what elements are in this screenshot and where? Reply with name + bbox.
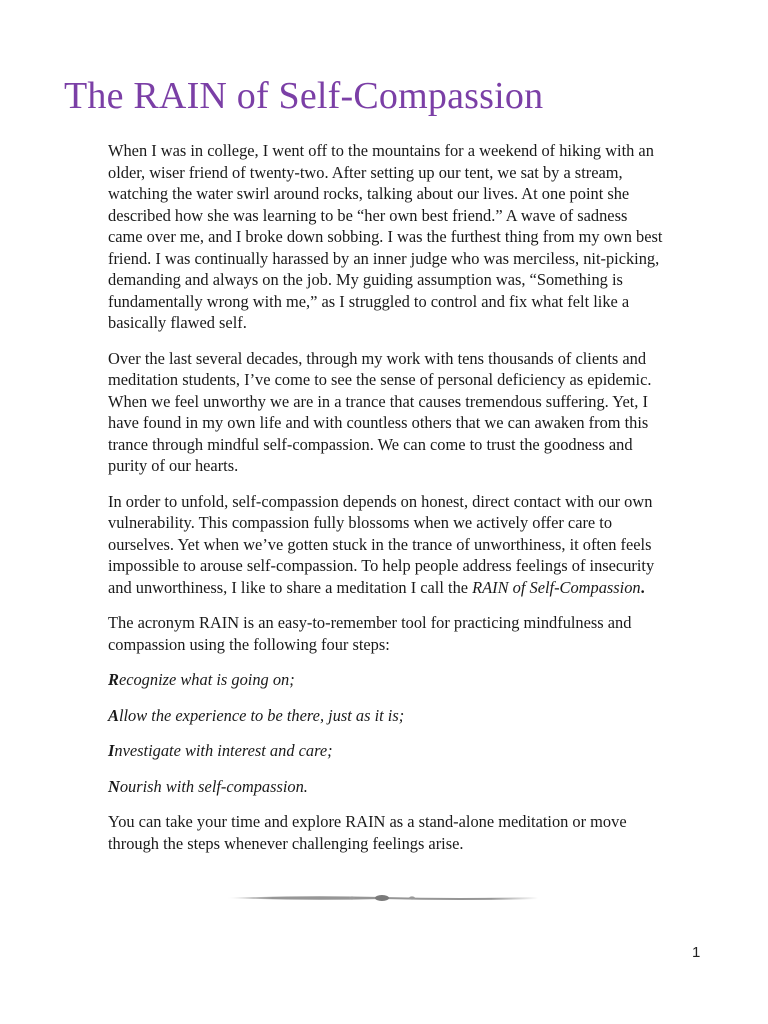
- paragraph-3-text: In order to unfold, self-compassion depends on honest, direct contact with our own vulnerability. This compassion fully blossoms when we actively offer care to ourselves. Yet when we’ve gotten stuck in the trance of unworthiness, it often feels impossible to arouse self-compassion. To help people address feelings of insecurity and unworthiness, I like to share a meditation I call the: [108, 491, 655, 597]
- step-text: ourish with self-compassion.: [119, 776, 308, 796]
- decorative-divider: [224, 888, 540, 908]
- step-text: llow the experience to be there, just as it is;: [118, 705, 405, 725]
- step-nourish: [108, 776, 664, 798]
- step-recognize: [108, 669, 664, 691]
- step-text: nvestigate with interest and care;: [114, 741, 333, 760]
- rain-title-emphasis: RAIN of Self-Compassion: [472, 577, 641, 597]
- step-text: ecognize what is going on;: [118, 670, 295, 689]
- paragraph-3: [108, 491, 664, 599]
- paragraph-1: When I was in college, I went off to the mountains for a weekend of hiking with an older, wiser friend of twenty-two. After setting up our tent, we sat by a stream, watching the water swirl around rocks, talking about our lives. At one point she described how she was learning to be “her own best friend.” A wave of sadness came over me, and I broke down sobbing. I was the furthest thing from my own best friend. I was continually harassed by an inner judge who was merciless, nit-picking, demanding and always on the job. My guiding assumption was, “Something is fundamentally wrong with me,” as I struggled to control and fix what felt like a basically flawed self.: [108, 141, 663, 332]
- step-investigate: [108, 740, 664, 762]
- step-initial: I: [108, 741, 115, 760]
- article-body: [108, 140, 664, 868]
- closing-paragraph: You can take your time and explore RAIN as a stand-alone meditation or move through the steps whenever challenging feelings arise.: [108, 812, 627, 853]
- paragraph-3-period: .: [640, 577, 645, 597]
- page-number: 1: [692, 944, 701, 961]
- paragraph-2: Over the last several decades, through my work with tens thousands of clients and meditation students, I’ve come to see the sense of personal deficiency as epidemic. When we feel unworthy we are in a trance that causes tremendous suffering. Yet, I have found in my own life and with countless others that we can awaken from this trance through mindful self-compassion. We can come to trust the goodness and purity of our hearts.: [108, 348, 652, 475]
- step-initial: R: [108, 670, 119, 689]
- step-allow: [108, 705, 664, 727]
- step-initial: N: [108, 776, 120, 796]
- page-title: The RAIN of Self-Compassion: [64, 75, 544, 117]
- paragraph-4: The acronym RAIN is an easy-to-remember tool for practicing mindfulness and compassion using the following four steps:: [108, 613, 632, 654]
- step-initial: A: [108, 705, 119, 725]
